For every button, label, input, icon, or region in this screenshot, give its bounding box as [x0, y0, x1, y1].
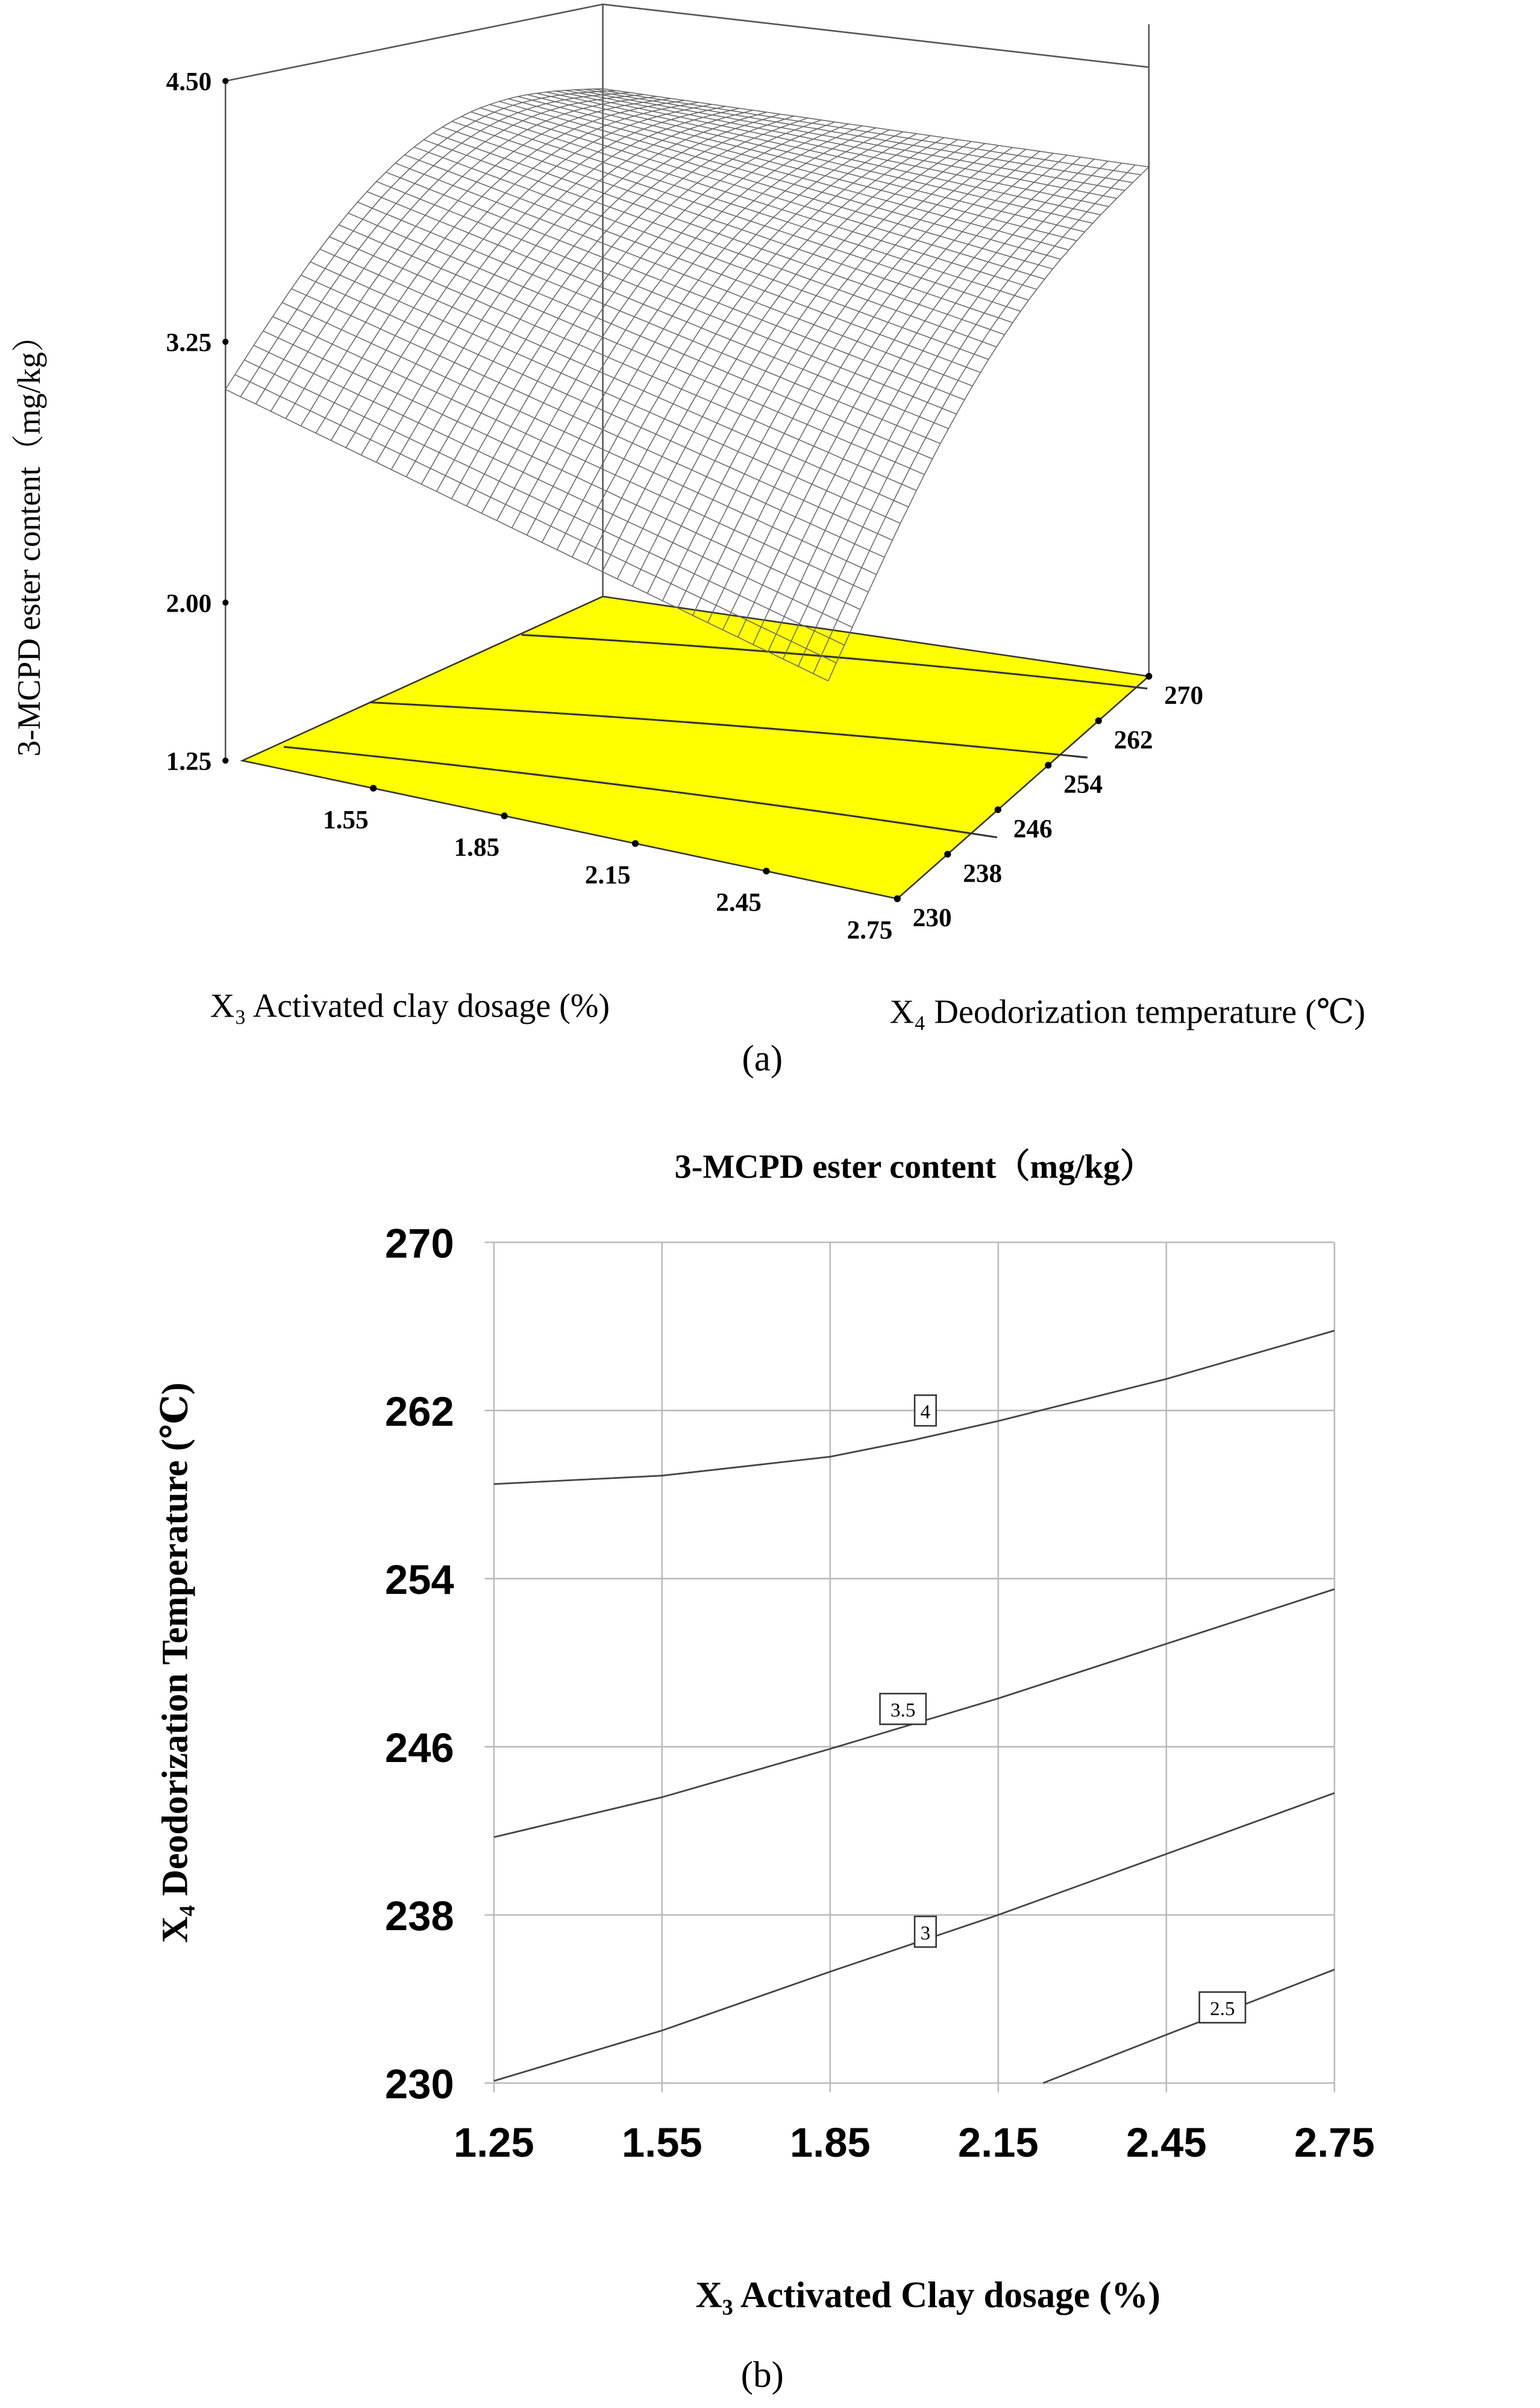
x-tick-label: 2.45 — [1125, 2119, 1207, 2166]
z-tick-mark — [222, 600, 228, 606]
y-tick-label: 262 — [384, 1388, 454, 1435]
contour-plot-panel — [155, 1149, 1375, 2395]
z-tick-mark — [222, 339, 228, 345]
y-axis-title: X₄ Deodorization Temperature (℃) — [155, 1382, 196, 1943]
y-tick-mark — [944, 851, 951, 858]
surface-mesh-line — [798, 163, 1122, 666]
contour-line — [1043, 1969, 1335, 2083]
x-tick-label: 1.55 — [322, 805, 369, 835]
surface-mesh-line — [678, 148, 1012, 608]
x-tick-label: 2.15 — [957, 2119, 1039, 2166]
x-tick-label: 1.25 — [453, 2119, 534, 2166]
y-tick-mark — [894, 895, 901, 902]
z-tick-label: 3.25 — [166, 328, 212, 357]
surface-mesh-line — [490, 104, 1053, 269]
surface-mesh-line — [556, 91, 1109, 207]
x-tick-label: 1.85 — [789, 2119, 871, 2166]
y-tick-label: 230 — [384, 2061, 454, 2108]
surface-mesh-line — [509, 99, 1069, 250]
y-tick-label: 270 — [384, 1220, 454, 1267]
x-tick-mark — [632, 840, 639, 847]
surface-mesh-line — [245, 360, 845, 645]
y-tick-label: 270 — [1164, 681, 1204, 710]
x-tick-label: 2.15 — [584, 860, 631, 889]
surface-mesh-line — [357, 202, 940, 444]
surface-mesh-line — [367, 192, 948, 428]
x-tick-mark — [501, 812, 507, 819]
x-tick-label: 2.45 — [716, 888, 762, 917]
panel-label: (a) — [742, 1038, 783, 1079]
surface-mesh-line — [527, 95, 1085, 232]
z-tick-label: 1.25 — [166, 747, 212, 776]
axis-box-edge — [603, 4, 1149, 67]
surface-mesh-line — [395, 163, 972, 386]
x-tick-label: 1.55 — [621, 2119, 703, 2166]
contour-label: 4 — [920, 1401, 931, 1423]
y-tick-label: 230 — [912, 903, 952, 933]
surface-mesh-line — [518, 96, 1077, 240]
z-tick-label: 2.00 — [166, 589, 212, 618]
surface-mesh-line — [537, 93, 1093, 224]
x-axis-title: X₃ Activated Clay dosage (%) — [695, 2275, 1160, 2316]
surface-mesh-line — [452, 121, 1021, 311]
surface-mesh-line — [386, 172, 965, 400]
surface-mesh-line — [828, 167, 1149, 681]
y-tick-mark — [1145, 673, 1152, 680]
contour-label: 3.5 — [891, 1699, 916, 1722]
surface-mesh-line — [405, 155, 981, 372]
z-axis-title: 3-MCPD ester content（mg/kg） — [11, 319, 48, 757]
y-tick-label: 238 — [384, 1893, 454, 1940]
surface-mesh-line — [442, 127, 1013, 323]
surface-mesh-line — [575, 90, 1125, 190]
y-axis-title: X₄ Deodorization temperature (℃) — [889, 993, 1366, 1031]
surface-mesh-line — [235, 375, 836, 663]
y-tick-label: 262 — [1113, 725, 1153, 754]
surface-mesh-line — [320, 249, 909, 507]
chart-title: 3-MCPD ester content（mg/kg） — [674, 1148, 1154, 1186]
contour-label: 3 — [920, 1922, 931, 1945]
axis-box-edge — [225, 4, 603, 81]
y-tick-label: 246 — [1013, 814, 1053, 844]
surface-mesh-line — [693, 149, 1026, 615]
surface-mesh-line — [330, 237, 917, 491]
contour-label: 2.5 — [1210, 1998, 1235, 2020]
x-tick-mark — [763, 868, 769, 874]
y-tick-mark — [995, 806, 1001, 813]
y-tick-label: 254 — [1063, 770, 1103, 799]
x-tick-label: 2.75 — [1294, 2119, 1375, 2166]
y-tick-label: 246 — [384, 1725, 454, 1772]
z-tick-mark — [222, 78, 228, 84]
y-tick-mark — [1095, 717, 1102, 724]
panel-label: (b) — [740, 2354, 784, 2395]
y-tick-label: 238 — [963, 859, 1003, 888]
floor-plane — [242, 597, 1149, 899]
surface-mesh-line — [565, 90, 1117, 198]
y-tick-label: 254 — [384, 1557, 454, 1604]
y-tick-mark — [1045, 762, 1051, 768]
x-axis-title: X₃ Activated clay dosage (%) — [210, 987, 610, 1025]
x-tick-mark — [370, 785, 377, 791]
z-tick-label: 4.50 — [166, 67, 212, 96]
surface-plot-panel — [11, 4, 1365, 1079]
x-tick-label: 2.75 — [847, 915, 893, 945]
x-tick-label: 1.85 — [454, 833, 500, 862]
z-tick-mark — [222, 757, 228, 763]
